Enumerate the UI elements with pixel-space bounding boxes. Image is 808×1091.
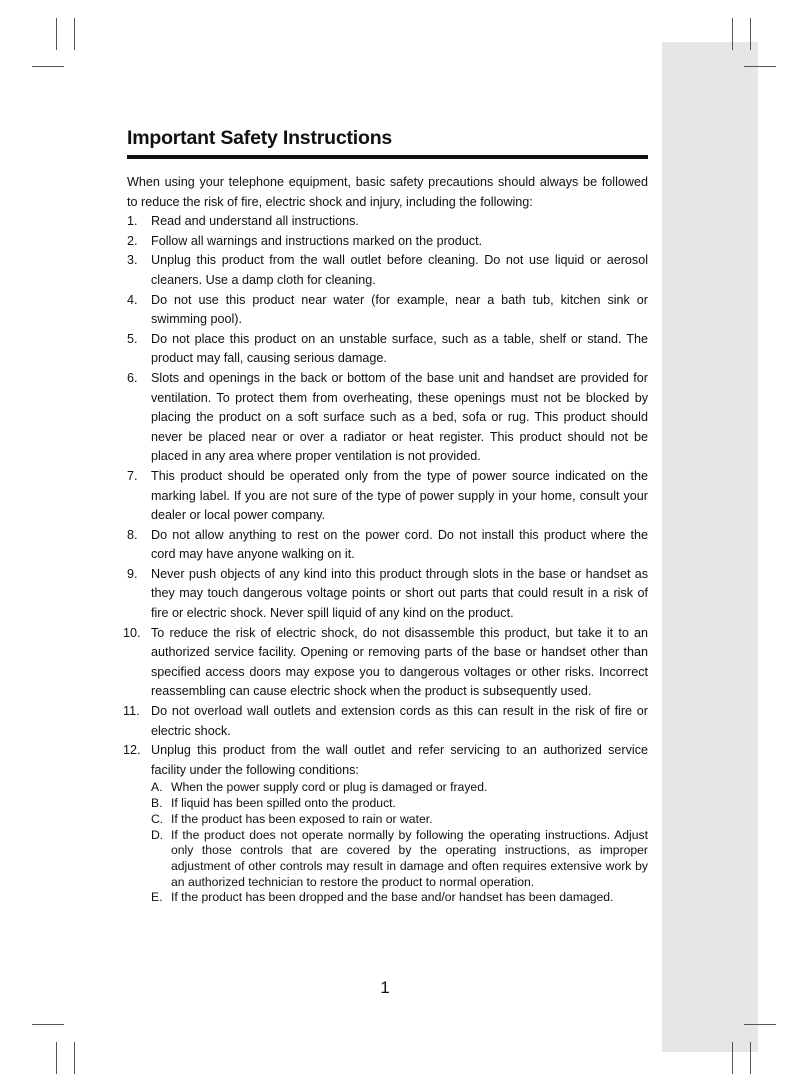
instruction-number: 9.: [127, 566, 138, 581]
conditions-list: [151, 780, 648, 906]
condition-item: [151, 812, 648, 828]
instruction-number: 11.: [123, 704, 140, 719]
instruction-number: 6.: [127, 370, 138, 385]
instruction-number: 2.: [127, 233, 138, 248]
instruction-number: 1.: [127, 214, 138, 229]
condition-item: [151, 890, 648, 906]
instruction-item: [127, 565, 648, 624]
condition-letter: A.: [151, 780, 163, 795]
instruction-number: 3.: [127, 253, 138, 268]
page-number: 1: [380, 978, 390, 997]
condition-text: If the product has been exposed to rain or water.: [171, 811, 433, 826]
instruction-text: Do not place this product on an unstable surface, such as a table, shelf or stand. The product may fall, causing serious damage.: [151, 331, 648, 366]
condition-text: When the power supply cord or plug is damaged or frayed.: [171, 780, 488, 795]
condition-text: If the product does not operate normally by following the operating instructions. Adjust only those controls that are covered by the operating instructions, as improper adjustment of other controls may result in damage and often requires extensive work by an authorized technician to restore the product to normal operation.: [171, 827, 648, 889]
crop-mark: [744, 66, 776, 67]
crop-mark: [32, 66, 64, 67]
crop-mark: [74, 18, 75, 50]
instruction-text: Do not overload wall outlets and extension cords as this can result in the risk of fire or electric shock.: [151, 704, 648, 738]
instruction-number: 5.: [127, 331, 138, 346]
condition-item: [151, 828, 648, 891]
crop-mark: [32, 1024, 64, 1025]
crop-mark: [750, 1042, 751, 1074]
condition-letter: E.: [151, 890, 163, 905]
instruction-text: Slots and openings in the back or bottom of the base unit and handset are provided for ventilation. To protect them from overheating, these openings must not be blocked by placing the product on a soft surface such as a bed, sofa or rug. This product should never be placed near or over a radiator or heat register. This product should not be placed in any area where proper ventilation is not provided.: [151, 370, 648, 464]
instruction-item: [123, 624, 648, 702]
instruction-number: 7.: [127, 468, 138, 483]
instruction-item: [127, 369, 648, 467]
instruction-item: [127, 212, 648, 232]
instruction-number: 10.: [123, 625, 141, 640]
crop-mark: [56, 18, 57, 50]
page-title: Important Safety Instructions: [127, 126, 648, 159]
condition-item: [151, 780, 648, 796]
instruction-text: Do not use this product near water (for example, near a bath tub, kitchen sink or swimming pool).: [151, 292, 648, 327]
instruction-text: Unplug this product from the wall outlet before cleaning. Do not use liquid or aerosol cleaners. Use a damp cloth for cleaning.: [151, 253, 648, 287]
instruction-text: Follow all warnings and instructions marked on the product.: [151, 233, 483, 248]
instruction-item: [127, 330, 648, 369]
crop-mark: [56, 1042, 57, 1074]
instruction-item: [127, 291, 648, 330]
instructions-section: [123, 126, 648, 906]
instruction-text: To reduce the risk of electric shock, do not disassemble this product, but take it to an authorized service facility. Opening or removing parts of the base or handset other than specified access doors may expose you to dangerous voltages or other risks. Incorrect reassembling can cause electric shock when the product is subsequently used.: [151, 625, 648, 699]
instruction-item: [127, 251, 648, 290]
instruction-number: 4.: [127, 292, 138, 307]
instruction-text: This product should be operated only from the type of power source indicated on the marking label. If you are not sure of the type of power supply in your home, consult your dealer or local power company.: [151, 468, 648, 523]
crop-mark: [732, 1042, 733, 1074]
condition-letter: C.: [151, 811, 164, 826]
instruction-item: [127, 526, 648, 565]
condition-text: If the product has been dropped and the base and/or handset has been damaged.: [171, 890, 614, 905]
instruction-text: Do not allow anything to rest on the power cord. Do not install this product where the cord may have anyone walking on it.: [151, 527, 648, 562]
condition-letter: D.: [151, 827, 164, 842]
instruction-text: Unplug this product from the wall outlet and refer servicing to an authorized service facility under the following conditions:: [151, 743, 648, 777]
condition-item: [151, 796, 648, 812]
crop-mark: [750, 18, 751, 50]
crop-mark: [74, 1042, 75, 1074]
instruction-item: [123, 702, 648, 741]
instruction-text: Read and understand all instructions.: [151, 214, 359, 229]
intro-paragraph: When using your telephone equipment, basic safety precautions should always be followed to reduce the risk of fire, electric shock and injury, including the following:: [127, 175, 648, 209]
instruction-item: [127, 232, 648, 252]
instruction-text: Never push objects of any kind into this product through slots in the base or handset as they may touch dangerous voltage points or short out parts that could result in a risk of fire or electric shock. Never spill liquid of any kind on the product.: [151, 566, 648, 621]
instruction-item: [123, 741, 648, 780]
crop-mark: [744, 1024, 776, 1025]
instruction-number: 8.: [127, 527, 138, 542]
condition-letter: B.: [151, 796, 163, 811]
side-tab-background: [662, 42, 758, 1052]
instructions-list: [123, 212, 648, 780]
crop-mark: [732, 18, 733, 50]
condition-text: If liquid has been spilled onto the product.: [171, 796, 396, 811]
instruction-item: [127, 467, 648, 526]
instruction-number: 12.: [123, 743, 141, 758]
